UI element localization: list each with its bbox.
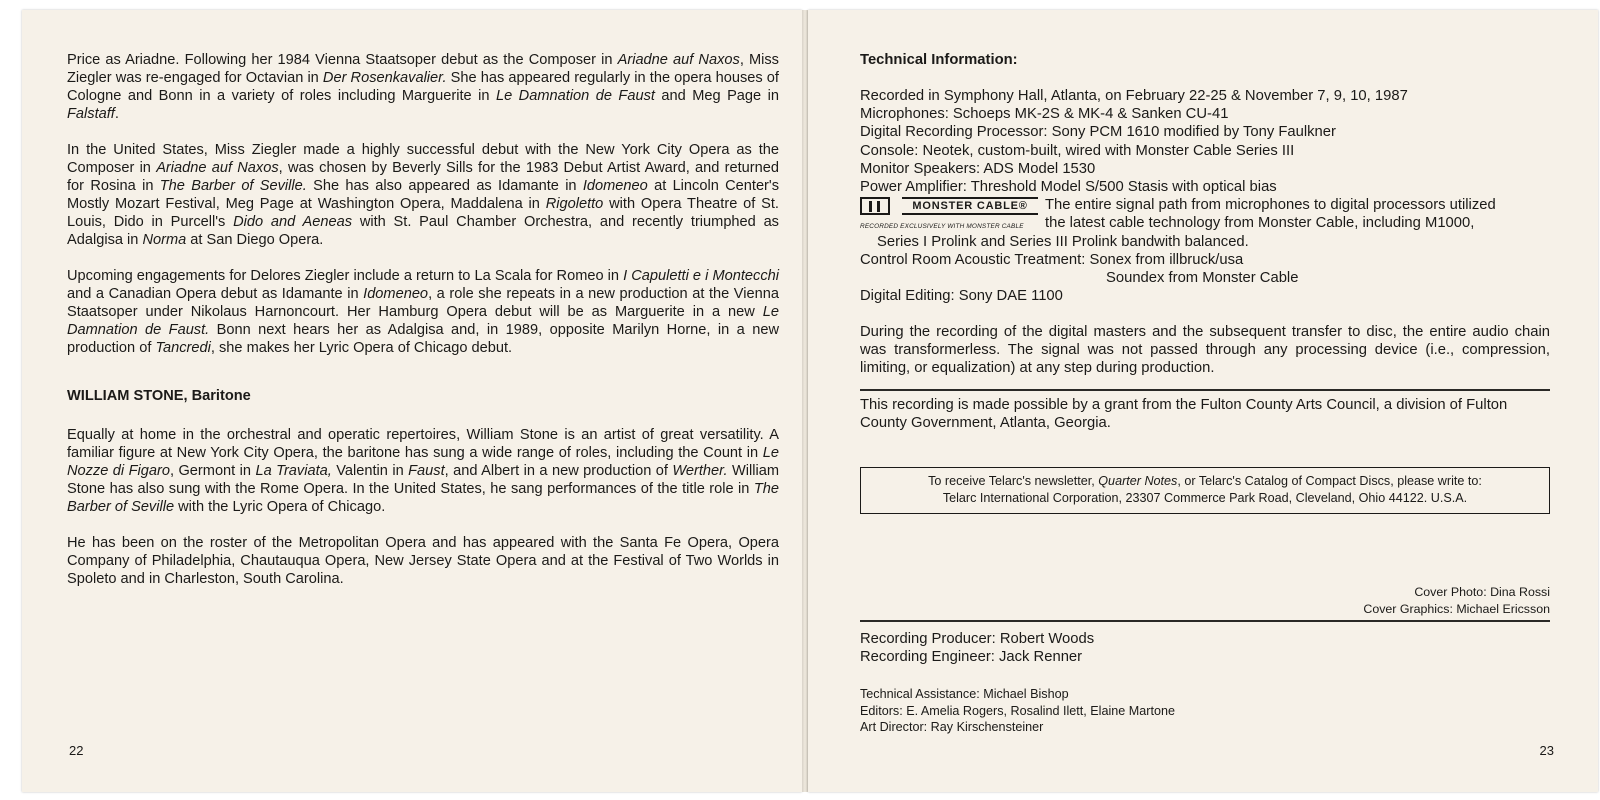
editing-line: Digital Editing: Sony DAE 1100: [860, 288, 1063, 305]
editors-credit: Editors: E. Amelia Rogers, Rosalind Ilett, Elaine Martone: [860, 703, 1175, 718]
console-line: Console: Neotek, custom-built, wired with Monster Cable Series III: [860, 142, 1295, 159]
cover-credits: [860, 584, 1550, 617]
production-credits: [860, 630, 1550, 666]
transfer-note: During the recording of the digital masters and the subsequent transfer to disc, the entire audio chain was transformerless. The signal was not passed through any processing device (i.e., compression, limiting, or equalization) at any step during production.: [860, 324, 1550, 377]
monster-cable-mark-icon: [860, 197, 890, 215]
engineer-credit: Recording Engineer: Jack Renner: [860, 649, 1083, 666]
art-director-credit: Art Director: Ray Kirschensteiner: [860, 720, 1044, 735]
recorded-line: Recorded in Symphony Hall, Atlanta, on February 22-25 & November 7, 9, 10, 1987: [860, 88, 1408, 104]
acoustic-line-2: Soundex from Monster Cable: [1106, 270, 1299, 287]
biography-paragraph-1: Price as Ariadne. Following her 1984 Vienna Staatsoper debut as the Composer in Ariadne auf Naxos, Miss Ziegler was re-engaged for Octavian in Der Rosenkavalier. She has appeared regularly in the opera houses of Cologne and Bonn in a variety of roles including Marguerite in Le Damnation de Faust and Meg Page in Falstaff.: [67, 52, 779, 122]
cover-graphics-credit: Cover Graphics: Michael Ericsson: [1363, 601, 1550, 616]
monster-cable-block: [860, 196, 1550, 232]
page-number: 22: [69, 743, 84, 758]
biography-paragraph-3: Upcoming engagements for Delores Ziegler include a return to La Scala for Romeo in I Capuletti e i Montecchi and a Canadian Opera debut as Idamante in Idomeneo, a role she repeats in a new production at the Vienna Staatsoper under Nikolaus Harnoncourt. Her Hamburg Opera debut will be as Marguerite in a new Le Damnation de Faust. Bonn next hears her as Adalgisa and, in 1989, opposite Marilyn Horne, in a new production of Tancredi, she makes her Lyric Opera of Chicago debut.: [67, 268, 779, 356]
left-page: [22, 10, 802, 792]
biography-paragraph-2: In the United States, Miss Ziegler made a highly successful debut with the New York City Opera as the Composer in Ariadne auf Naxos, was chosen by Beverly Sills for the 1983 Debut Artist Award, and returned for Rosina in The Barber of Seville. She has also appeared as Idamante in Idomeneo at Lincoln Center's Mostly Mozart Festival, Meg Page at Washington Opera, Maddalena in Rigoletto with Opera Theatre of St. Louis, Dido in Purcell's Dido and Aeneas with St. Paul Chamber Orchestra, and recently triumphed as Adalgisa in Norma at San Diego Opera.: [67, 142, 780, 248]
microphones-line: Microphones: Schoeps MK-2S & MK-4 & Sanken CU-41: [860, 106, 1229, 123]
monster-cable-wordmark: MONSTER CABLE®: [902, 197, 1038, 215]
section-heading: WILLIAM STONE, Baritone: [67, 388, 251, 404]
grant-note: This recording is made possible by a grant from the Fulton County Arts Council, a division of Fulton County Government, Atlanta, Georgia.: [860, 397, 1508, 432]
newsletter-address: Telarc International Corporation, 23307 Commerce Park Road, Cleveland, Ohio 44122. U.S.A.: [942, 491, 1468, 506]
biography-paragraph-5: He has been on the roster of the Metropolitan Opera and has appeared with the Santa Fe Opera, Opera Company of Philadelphia, Chautauqua Opera, New Jersey State Opera and at the Festival of Two Worlds in Spoleto and in Charleston, South Carolina.: [67, 535, 779, 587]
acoustic-line-1: Control Room Acoustic Treatment: Sonex from illbruck/usa: [860, 251, 1244, 268]
amplifier-line: Power Amplifier: Threshold Model S/500 Stasis with optical bias: [860, 179, 1277, 196]
staff-credits: [860, 686, 1550, 736]
divider: [860, 389, 1550, 391]
monster-cable-line-1: The entire signal path from microphones to digital processors utilized: [1045, 197, 1496, 214]
monster-cable-tagline: RECORDED EXCLUSIVELY WITH MONSTER CABLE: [860, 223, 1024, 231]
right-page: [808, 10, 1598, 792]
monster-cable-line-2: the latest cable technology from Monster Cable, including M1000,: [1045, 215, 1475, 232]
right-text-column: [860, 51, 1550, 736]
page-number: 23: [1539, 743, 1554, 758]
technical-heading: Technical Information:: [860, 52, 1018, 68]
newsletter-line-1: To receive Telarc's newsletter, Quarter Notes, or Telarc's Catalog of Compact Discs, please write to:: [928, 474, 1482, 489]
left-text-column: [67, 51, 779, 588]
monster-cable-line-3: Series I Prolink and Series III Prolink bandwith balanced.: [877, 233, 1249, 250]
newsletter-box: [860, 467, 1550, 514]
technical-list: [860, 87, 1550, 305]
monitors-line: Monitor Speakers: ADS Model 1530: [860, 160, 1096, 177]
monster-cable-logo: [860, 197, 1040, 231]
technical-assistance-credit: Technical Assistance: Michael Bishop: [860, 687, 1069, 702]
cover-photo-credit: Cover Photo: Dina Rossi: [1414, 585, 1550, 600]
producer-credit: Recording Producer: Robert Woods: [860, 631, 1095, 648]
processor-line: Digital Recording Processor: Sony PCM 1610 modified by Tony Faulkner: [860, 124, 1336, 141]
biography-paragraph-4: Equally at home in the orchestral and operatic repertoires, William Stone is an artist of great versatility. A familiar figure at New York City Opera, the baritone has sung a wide range of roles, including the Count in Le Nozze di Figaro, Germont in La Traviata, Valentin in Faust, and Albert in a new production of Werther. William Stone has also sung with the Rome Opera. In the United States, he sang performances of the title role in The Barber of Seville with the Lyric Opera of Chicago.: [67, 427, 779, 515]
divider: [860, 620, 1550, 622]
